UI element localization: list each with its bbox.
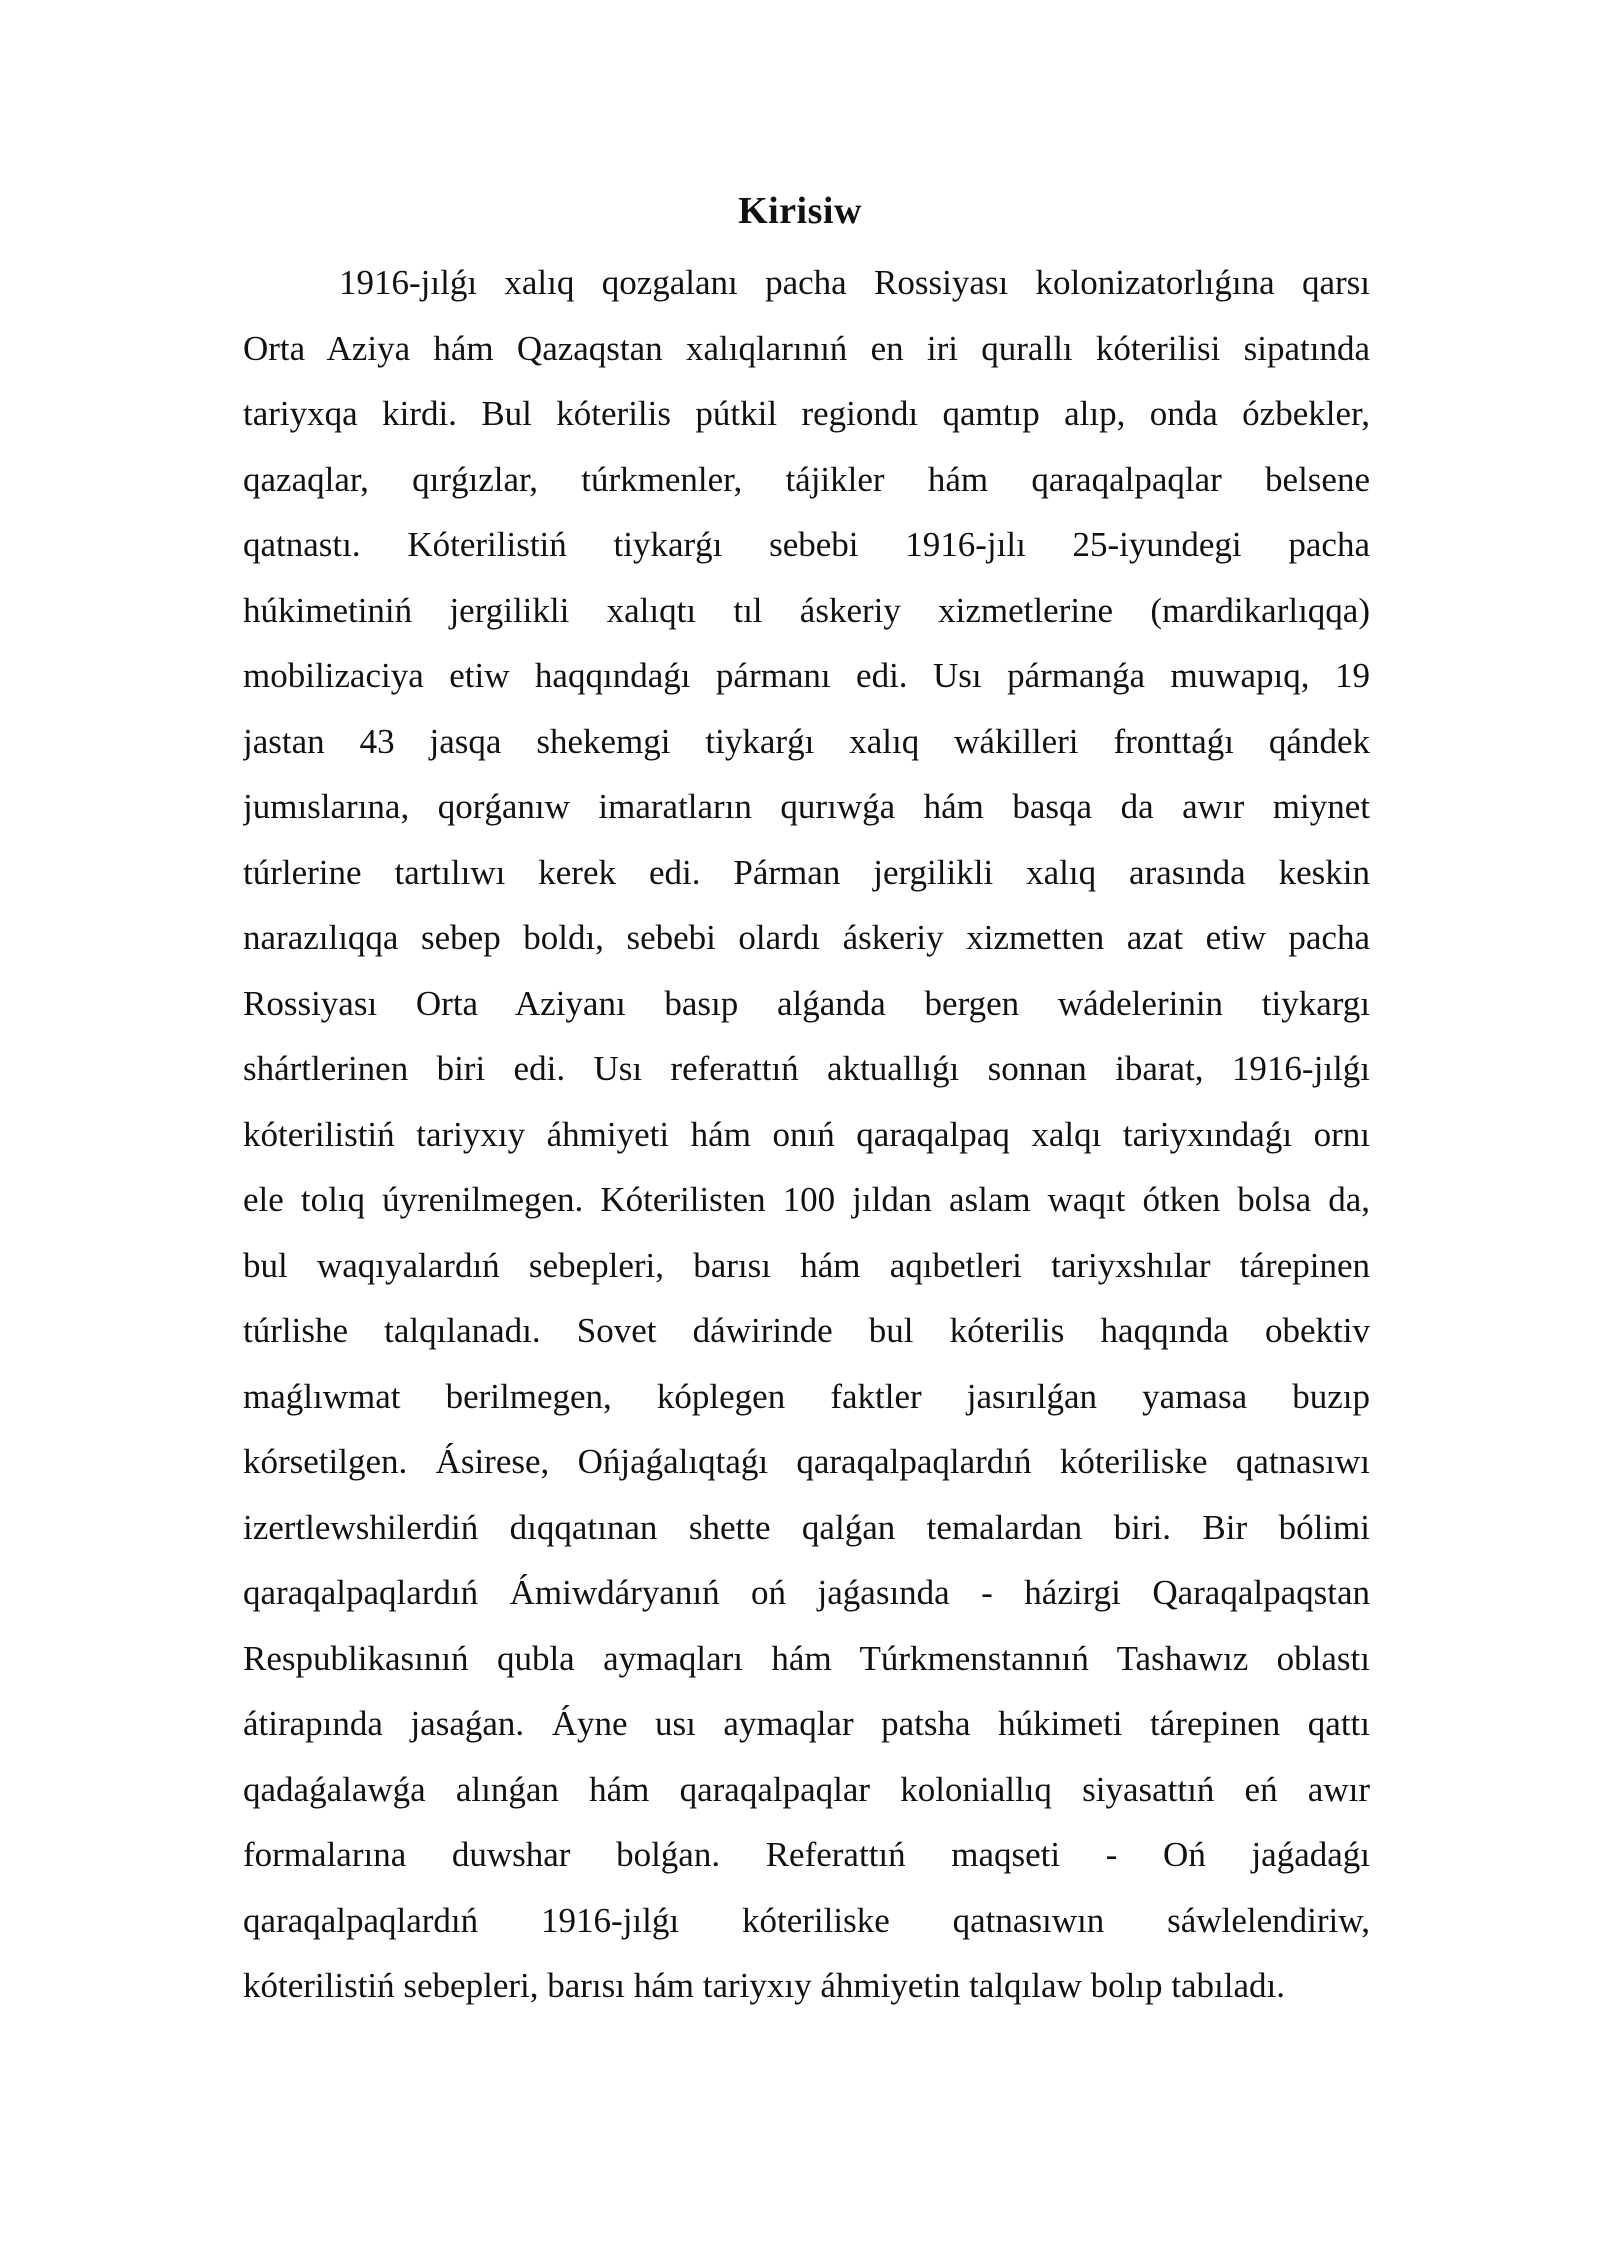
document-title: Kirisiw bbox=[738, 190, 862, 232]
paragraph-line: mobilizaciya etiw haqqındaǵı pármanı edi. Usı pármanǵa muwapıq, 19 bbox=[243, 656, 1370, 695]
paragraph-line: bul waqıyalardıń sebepleri, barısı hám aqıbetleri tariyxshılar tárepinen bbox=[243, 1245, 1370, 1285]
paragraph-line: narazılıqqa sebep boldı, sebebi olardı áskeriy xizmetten azat etiw pacha bbox=[243, 918, 1370, 957]
paragraph-line: kóterilistiń tariyxıy áhmiyeti hám onıń qaraqalpaq xalqı tariyxındaǵı ornı bbox=[243, 1114, 1370, 1154]
paragraph-line: qaraqalpaqlardıń Ámiwdáryanıń oń jaǵasında - házirgi Qaraqalpaqstan bbox=[243, 1573, 1370, 1612]
paragraph-line: qadaǵalawǵa alınǵan hám qaraqalpaqlar koloniallıq siyasattıń eń awır bbox=[243, 1769, 1370, 1809]
paragraph-line: húkimetiniń jergilikli xalıqtı tıl áskeriy xizmetlerine (mardikarlıqqa) bbox=[243, 590, 1370, 630]
paragraph-line: Respublikasınıń qubla aymaqları hám Túrkmenstannıń Tashawız oblastı bbox=[243, 1638, 1370, 1678]
paragraph-line: túrlishe talqılanadı. Sovet dáwirinde bul kóterilis haqqında obektiv bbox=[243, 1311, 1370, 1350]
paragraph-line: kóterilistiń sebepleri, barısı hám tariyxıy áhmiyetin talqılaw bolıp tabıladı. bbox=[243, 1966, 1285, 2005]
paragraph-line: túrlerine tartılıwı kerek edi. Párman jergilikli xalıq arasında keskin bbox=[243, 852, 1370, 892]
paragraph-line: ele tolıq úyrenilmegen. Kóterilisten 100 jıldan aslam waqıt ótken bolsa da, bbox=[243, 1180, 1370, 1219]
paragraph-line: shártlerinen biri edi. Usı referattıń aktuallıǵı sonnan ibarat, 1916-jılǵı bbox=[243, 1049, 1370, 1088]
paragraph-line: Orta Aziya hám Qazaqstan xalıqlarınıń en iri qurallı kóterilisi sipatında bbox=[243, 328, 1370, 368]
paragraph-line: kórsetilgen. Ásirese, Ońjaǵalıqtaǵı qaraqalpaqlardıń kóteriliske qatnasıwı bbox=[243, 1442, 1370, 1481]
paragraph-line: tariyxqa kirdi. Bul kóterilis pútkil regiondı qamtıp alıp, onda ózbekler, bbox=[243, 394, 1370, 433]
paragraph-line: átirapında jasaǵan. Áyne usı aymaqlar patsha húkimeti tárepinen qattı bbox=[243, 1704, 1370, 1743]
paragraph-line: maǵlıwmat berilmegen, kóplegen faktler jasırılǵan yamasa buzıp bbox=[243, 1376, 1370, 1416]
body-paragraph bbox=[243, 258, 1370, 2027]
paragraph-line: jumıslarına, qorǵanıw imaratların qurıwǵa hám basqa da awır miynet bbox=[243, 787, 1370, 826]
paragraph-line: qazaqlar, qırǵızlar, túrkmenler, tájikler hám qaraqalpaqlar belsene bbox=[243, 459, 1370, 499]
paragraph-line: izertlewshilerdiń dıqqatınan shette qalǵan temalardan biri. Bir bólimi bbox=[243, 1507, 1370, 1547]
paragraph-line: Rossiyası Orta Aziyanı basıp alǵanda bergen wádelerinin tiykargı bbox=[243, 983, 1370, 1023]
paragraph-line: 1916-jılǵı xalıq qozgalanı pacha Rossiyası kolonizatorlıǵına qarsı bbox=[339, 263, 1370, 302]
paragraph-line: formalarına duwshar bolǵan. Referattıń maqseti - Oń jaǵadaǵı bbox=[243, 1835, 1370, 1874]
paragraph-line: qatnastı. Kóterilistiń tiykarǵı sebebi 1916-jılı 25-iyundegi pacha bbox=[243, 525, 1370, 564]
paragraph-line: qaraqalpaqlardıń 1916-jılǵı kóteriliske qatnasıwın sáwlelendiriw, bbox=[243, 1900, 1370, 1940]
paragraph-line: jastan 43 jasqa shekemgi tiykarǵı xalıq wákilleri fronttaǵı qándek bbox=[243, 721, 1370, 761]
